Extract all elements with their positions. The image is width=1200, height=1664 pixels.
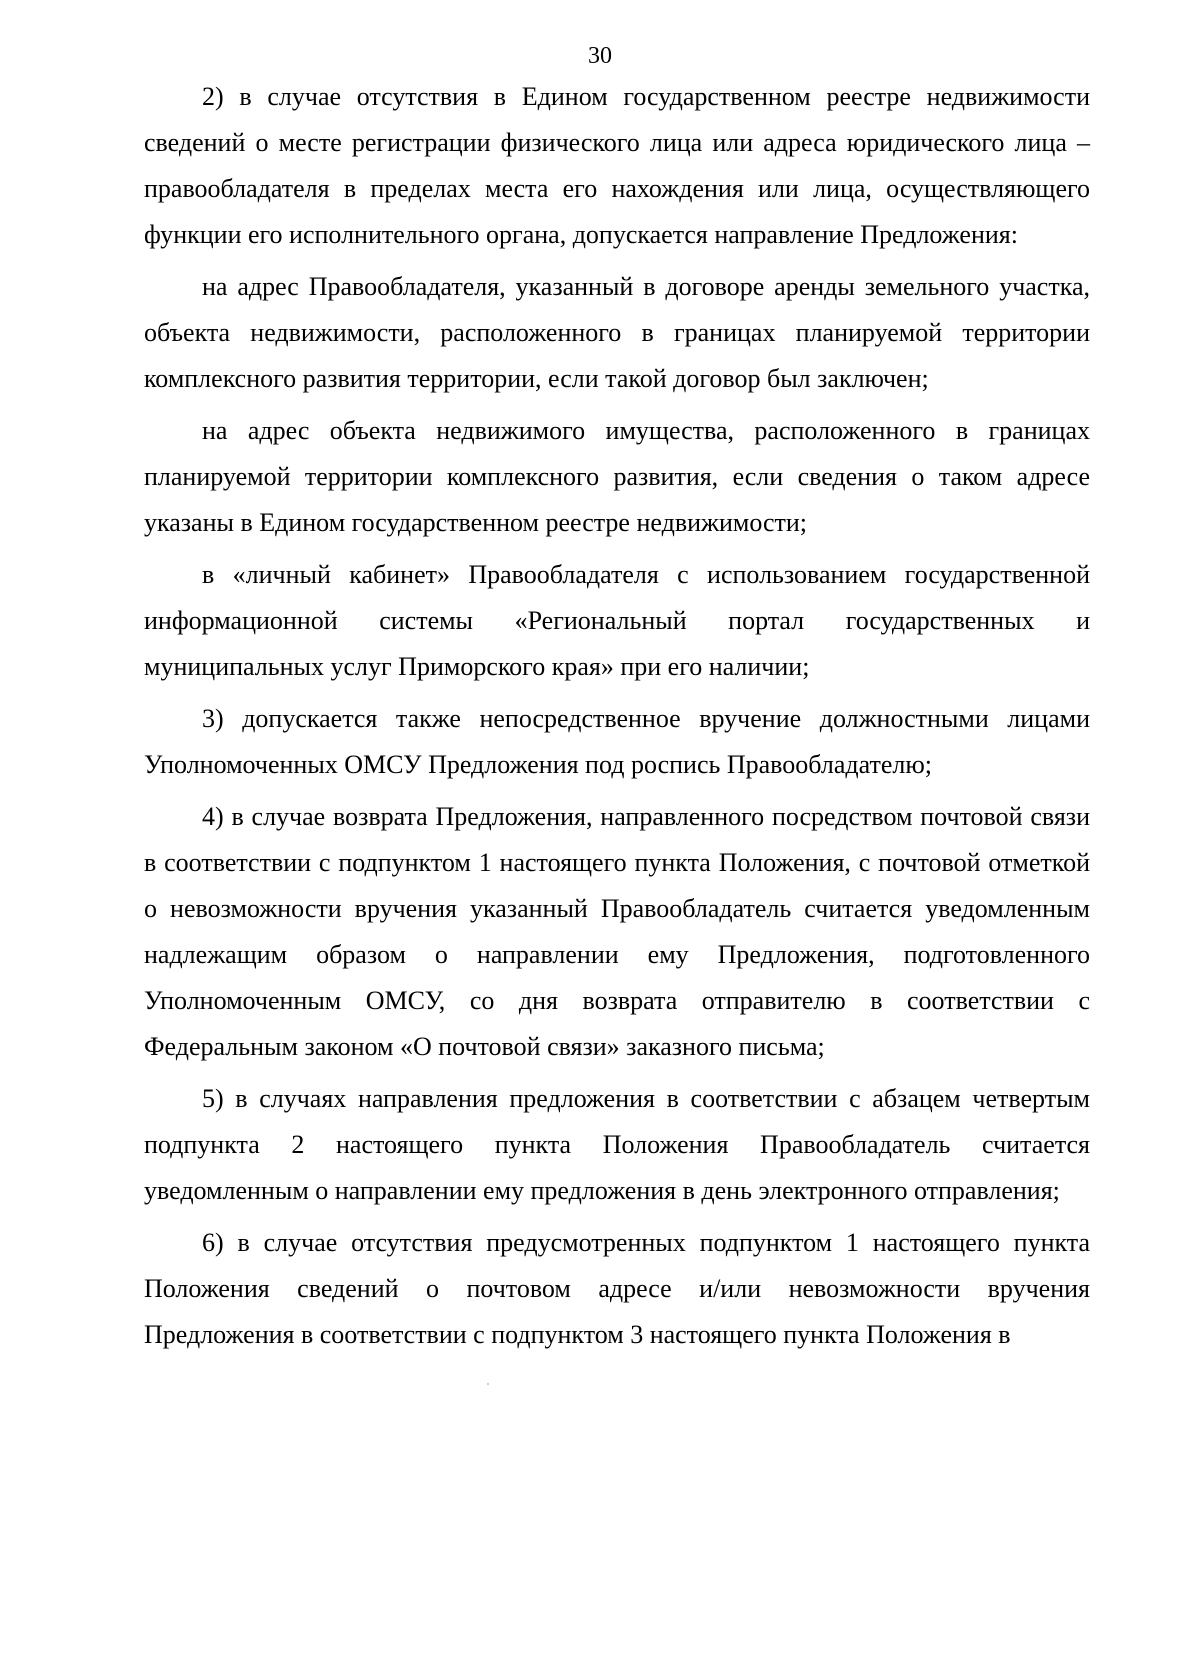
paragraph-property-address: на адрес объекта недвижимого имущества, расположенного в границах планируемой территории комплексного развития, если сведения о таком адресе указаны в Едином государственном реестре недвижимости; <box>144 416 1090 537</box>
paragraph-item-3: 3) допускается также непосредственное вручение должностными лицами Уполномоченных ОМСУ Предложения под роспись Правообладателю; <box>144 704 1090 779</box>
scan-artifact-dot <box>487 1383 489 1385</box>
paragraph-item-2: 2) в случае отсутствия в Едином государственном реестре недвижимости сведений о месте регистрации физического лица или адреса юридического лица – правообладателя в пределах места его нахождения или лица, осуществляющего функции его исполнительного органа, допускается направление Предложения: <box>144 82 1090 249</box>
page-number: 30 <box>588 43 612 69</box>
paragraph-item-5: 5) в случаях направления предложения в соответствии с абзацем четвертым подпункта 2 настоящего пункта Положения Правообладатель считается уведомленным о направлении ему предложения в день электронного отправления; <box>144 1084 1090 1205</box>
document-body <box>144 74 1090 1358</box>
paragraph-personal-cabinet: в «личный кабинет» Правообладателя с использованием государственной информационной системы «Региональный портал государственных и муниципальных услуг Приморского края» при его наличии; <box>144 560 1090 681</box>
paragraph-item-6: 6) в случае отсутствия предусмотренных подпунктом 1 настоящего пункта Положения сведений о почтовом адресе и/или невозможности вручения Предложения в соответствии с подпунктом 3 настоящего пункта Положения в <box>144 1228 1090 1349</box>
paragraph-lease-address: на адрес Правообладателя, указанный в договоре аренды земельного участка, объекта недвижимости, расположенного в границах планируемой территории комплексного развития территории, если такой договор был заключен; <box>144 272 1090 393</box>
paragraph-item-4: 4) в случае возврата Предложения, направленного посредством почтовой связи в соответствии с подпунктом 1 настоящего пункта Положения, с почтовой отметкой о невозможности вручения указанный Правообладатель считается уведомленным надлежащим образом о направлении ему Предложения, подготовленного Уполномоченным ОМСУ, со дня возврата отправителю в соответствии с Федеральным законом «О почтовой связи» заказного письма; <box>144 802 1090 1061</box>
